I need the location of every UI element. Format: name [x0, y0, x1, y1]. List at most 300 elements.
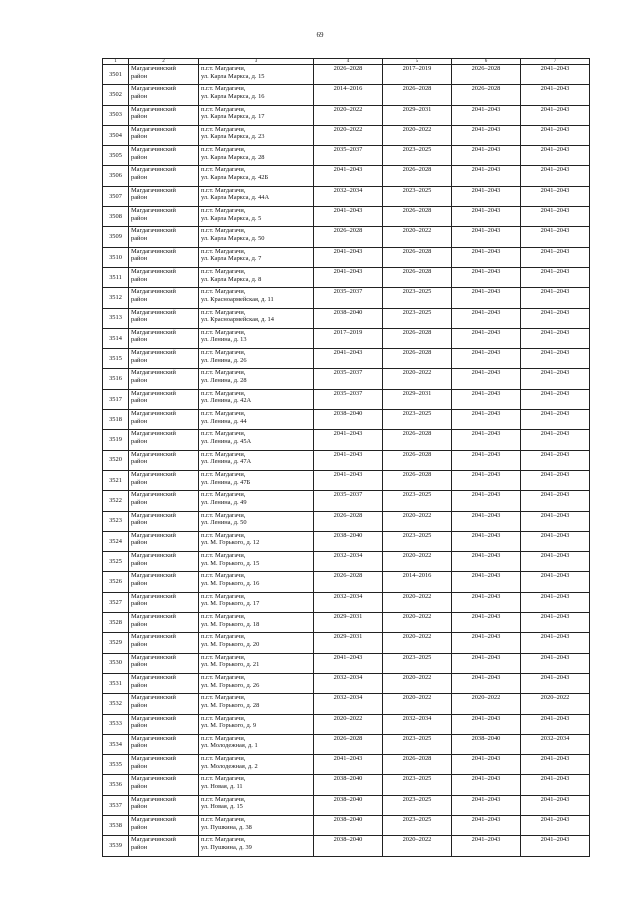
row-number: 3531 — [103, 673, 129, 693]
address-cell — [199, 207, 314, 227]
address-cell — [199, 755, 314, 775]
period-4-cell: 2026–2028 — [314, 734, 383, 754]
address-line: п.г.т. Магдагачи, — [201, 247, 246, 255]
row-number: 3509 — [103, 227, 129, 247]
period-5-cell: 2020–2022 — [383, 836, 452, 856]
period-5-cell: 2032–2034 — [383, 714, 452, 734]
table-row — [103, 755, 590, 775]
period-7-cell: 2041–2043 — [521, 369, 590, 389]
row-number: 3525 — [103, 552, 129, 572]
district-cell — [129, 734, 199, 754]
column-header-5: 5 — [383, 59, 452, 65]
address-line: п.г.т. Магдагачи, — [201, 734, 246, 742]
row-number: 3526 — [103, 572, 129, 592]
address-cell — [199, 267, 314, 287]
period-5-cell: 2023–2025 — [383, 653, 452, 673]
period-5-cell: 2017–2019 — [383, 65, 452, 85]
period-4-cell: 2017–2019 — [314, 328, 383, 348]
district-line: Магдагачинский — [131, 673, 176, 681]
district-line: район — [131, 559, 148, 567]
district-line: район — [131, 92, 148, 100]
period-6-cell: 2041–2043 — [452, 836, 521, 856]
row-number: 3514 — [103, 328, 129, 348]
period-7-cell: 2041–2043 — [521, 572, 590, 592]
address-line: п.г.т. Магдагачи, — [201, 227, 246, 235]
table-row — [103, 85, 590, 105]
period-5-cell: 2023–2025 — [383, 308, 452, 328]
district-line: район — [131, 843, 148, 851]
period-6-cell: 2041–2043 — [452, 207, 521, 227]
period-7-cell: 2041–2043 — [521, 613, 590, 633]
period-7-cell: 2032–2034 — [521, 734, 590, 754]
district-line: Магдагачинский — [131, 511, 176, 519]
district-cell — [129, 694, 199, 714]
district-line: район — [131, 478, 148, 486]
row-number: 3536 — [103, 775, 129, 795]
column-header-3: 3 — [199, 59, 314, 65]
address-line: п.г.т. Магдагачи, — [201, 308, 246, 316]
period-6-cell: 2041–2043 — [452, 247, 521, 267]
period-7-cell: 2041–2043 — [521, 815, 590, 835]
period-5-cell: 2026–2028 — [383, 85, 452, 105]
district-cell — [129, 552, 199, 572]
district-cell — [129, 775, 199, 795]
district-line: район — [131, 356, 148, 364]
district-line: район — [131, 600, 148, 608]
district-line: Магдагачинский — [131, 491, 176, 499]
period-6-cell: 2041–2043 — [452, 491, 521, 511]
district-line: Магдагачинский — [131, 755, 176, 763]
district-line: район — [131, 295, 148, 303]
period-6-cell: 2041–2043 — [452, 815, 521, 835]
table-row — [103, 267, 590, 287]
district-line: Магдагачинский — [131, 430, 176, 438]
district-line: Магдагачинский — [131, 633, 176, 641]
period-4-cell: 2041–2043 — [314, 470, 383, 490]
row-number: 3530 — [103, 653, 129, 673]
period-4-cell: 2041–2043 — [314, 653, 383, 673]
table-row — [103, 734, 590, 754]
row-number: 3535 — [103, 755, 129, 775]
district-line: Магдагачинский — [131, 450, 176, 458]
column-header-4: 4 — [314, 59, 383, 65]
period-7-cell: 2041–2043 — [521, 795, 590, 815]
district-line: Магдагачинский — [131, 470, 176, 478]
district-cell — [129, 349, 199, 369]
period-4-cell: 2038–2040 — [314, 308, 383, 328]
district-cell — [129, 815, 199, 835]
table-body — [103, 65, 590, 857]
address-line: п.г.т. Магдагачи, — [201, 633, 246, 641]
row-number: 3511 — [103, 267, 129, 287]
period-7-cell: 2041–2043 — [521, 65, 590, 85]
address-line: ул. Молодежная, д. 1 — [201, 742, 258, 750]
period-5-cell: 2023–2025 — [383, 288, 452, 308]
table-row — [103, 308, 590, 328]
address-line: ул. Карла Маркса, д. 17 — [201, 113, 265, 121]
address-line: ул. Карла Маркса, д. 8 — [201, 275, 262, 283]
address-line: ул. Новая, д. 15 — [201, 803, 243, 811]
district-cell — [129, 125, 199, 145]
period-4-cell: 2035–2037 — [314, 389, 383, 409]
row-number: 3507 — [103, 186, 129, 206]
period-6-cell: 2041–2043 — [452, 369, 521, 389]
address-line: ул. М. Горького, д. 9 — [201, 722, 257, 730]
period-4-cell: 2032–2034 — [314, 592, 383, 612]
period-5-cell: 2026–2028 — [383, 450, 452, 470]
district-line: район — [131, 722, 148, 730]
period-6-cell: 2038–2040 — [452, 734, 521, 754]
period-6-cell: 2041–2043 — [452, 288, 521, 308]
period-5-cell: 2023–2025 — [383, 410, 452, 430]
period-4-cell: 2026–2028 — [314, 511, 383, 531]
period-6-cell: 2041–2043 — [452, 410, 521, 430]
address-line: ул. Карла Маркса, д. 50 — [201, 234, 265, 242]
period-5-cell: 2020–2022 — [383, 592, 452, 612]
address-line: п.г.т. Магдагачи, — [201, 65, 246, 72]
table-row — [103, 369, 590, 389]
period-4-cell: 2032–2034 — [314, 673, 383, 693]
period-7-cell: 2041–2043 — [521, 207, 590, 227]
district-line: район — [131, 640, 148, 648]
district-cell — [129, 166, 199, 186]
period-5-cell: 2023–2025 — [383, 795, 452, 815]
district-line: район — [131, 782, 148, 790]
period-4-cell: 2029–2031 — [314, 613, 383, 633]
period-5-cell: 2023–2025 — [383, 491, 452, 511]
period-4-cell: 2038–2040 — [314, 775, 383, 795]
row-number: 3523 — [103, 511, 129, 531]
column-header-2: 2 — [129, 59, 199, 65]
table-row — [103, 450, 590, 470]
period-6-cell: 2041–2043 — [452, 470, 521, 490]
period-6-cell: 2041–2043 — [452, 125, 521, 145]
period-7-cell: 2041–2043 — [521, 328, 590, 348]
period-4-cell: 2029–2031 — [314, 633, 383, 653]
row-number: 3505 — [103, 146, 129, 166]
address-line: п.г.т. Магдагачи, — [201, 613, 246, 621]
address-line: п.г.т. Магдагачи, — [201, 267, 246, 275]
period-5-cell: 2026–2028 — [383, 267, 452, 287]
address-line: п.г.т. Магдагачи, — [201, 470, 246, 478]
address-cell — [199, 247, 314, 267]
address-line: п.г.т. Магдагачи, — [201, 531, 246, 539]
address-cell — [199, 125, 314, 145]
address-line: ул. Ленина, д. 13 — [201, 336, 247, 344]
address-cell — [199, 491, 314, 511]
row-number: 3501 — [103, 65, 129, 85]
address-line: ул. Ленина, д. 45А — [201, 437, 252, 445]
district-line: Магдагачинский — [131, 308, 176, 316]
address-line: ул. Ленина, д. 42А — [201, 397, 252, 405]
table-row — [103, 836, 590, 856]
address-line: ул. М. Горького, д. 26 — [201, 681, 260, 689]
period-7-cell: 2041–2043 — [521, 775, 590, 795]
period-7-cell: 2041–2043 — [521, 714, 590, 734]
table-row — [103, 65, 590, 85]
district-cell — [129, 450, 199, 470]
row-number: 3529 — [103, 633, 129, 653]
period-7-cell: 2041–2043 — [521, 511, 590, 531]
table-row — [103, 207, 590, 227]
district-cell — [129, 247, 199, 267]
address-line: п.г.т. Магдагачи, — [201, 450, 246, 458]
period-6-cell: 2026–2028 — [452, 85, 521, 105]
period-6-cell: 2041–2043 — [452, 105, 521, 125]
district-line: Магдагачинский — [131, 775, 176, 783]
address-line: ул. Карла Маркса, д. 7 — [201, 255, 262, 263]
address-line: ул. М. Горького, д. 28 — [201, 701, 260, 709]
table-row — [103, 795, 590, 815]
address-cell — [199, 389, 314, 409]
period-5-cell: 2029–2031 — [383, 389, 452, 409]
table-row — [103, 105, 590, 125]
district-line: район — [131, 113, 148, 121]
address-line: п.г.т. Магдагачи, — [201, 389, 246, 397]
address-cell — [199, 105, 314, 125]
period-4-cell: 2041–2043 — [314, 755, 383, 775]
address-line: ул. Красноармейская, д. 14 — [201, 316, 274, 324]
period-4-cell: 2041–2043 — [314, 450, 383, 470]
address-cell — [199, 653, 314, 673]
period-6-cell: 2020–2022 — [452, 694, 521, 714]
address-cell — [199, 511, 314, 531]
address-cell — [199, 734, 314, 754]
district-cell — [129, 389, 199, 409]
address-cell — [199, 308, 314, 328]
address-line: п.г.т. Магдагачи, — [201, 369, 246, 377]
period-7-cell: 2041–2043 — [521, 267, 590, 287]
period-6-cell: 2041–2043 — [452, 430, 521, 450]
district-line: район — [131, 437, 148, 445]
address-line: ул. Ленина, д. 26 — [201, 356, 247, 364]
row-number: 3506 — [103, 166, 129, 186]
period-5-cell: 2029–2031 — [383, 105, 452, 125]
row-number: 3513 — [103, 308, 129, 328]
district-line: район — [131, 762, 148, 770]
district-cell — [129, 572, 199, 592]
address-line: п.г.т. Магдагачи, — [201, 552, 246, 560]
district-cell — [129, 755, 199, 775]
district-line: Магдагачинский — [131, 247, 176, 255]
district-line: район — [131, 458, 148, 466]
period-5-cell: 2026–2028 — [383, 470, 452, 490]
page-number: 69 — [316, 31, 324, 39]
address-cell — [199, 714, 314, 734]
row-number: 3521 — [103, 470, 129, 490]
period-4-cell: 2041–2043 — [314, 267, 383, 287]
period-7-cell: 2041–2043 — [521, 288, 590, 308]
address-line: ул. Ленина, д. 50 — [201, 519, 247, 527]
period-7-cell: 2041–2043 — [521, 166, 590, 186]
district-cell — [129, 714, 199, 734]
district-line: район — [131, 742, 148, 750]
district-line: район — [131, 275, 148, 283]
district-line: район — [131, 620, 148, 628]
district-line: Магдагачинский — [131, 815, 176, 823]
period-6-cell: 2041–2043 — [452, 755, 521, 775]
address-cell — [199, 186, 314, 206]
district-line: район — [131, 539, 148, 547]
table-row — [103, 491, 590, 511]
district-line: Магдагачинский — [131, 694, 176, 702]
district-cell — [129, 491, 199, 511]
address-cell — [199, 572, 314, 592]
table-row — [103, 592, 590, 612]
district-line: Магдагачинский — [131, 531, 176, 539]
district-line: Магдагачинский — [131, 166, 176, 174]
address-line: п.г.т. Магдагачи, — [201, 125, 246, 133]
period-4-cell: 2035–2037 — [314, 491, 383, 511]
district-line: Магдагачинский — [131, 125, 176, 133]
period-4-cell: 2041–2043 — [314, 430, 383, 450]
table-row — [103, 613, 590, 633]
row-number: 3533 — [103, 714, 129, 734]
period-6-cell: 2041–2043 — [452, 552, 521, 572]
address-line: п.г.т. Магдагачи, — [201, 836, 246, 844]
address-cell — [199, 552, 314, 572]
address-line: п.г.т. Магдагачи, — [201, 511, 246, 519]
address-line: п.г.т. Магдагачи, — [201, 572, 246, 580]
district-line: Магдагачинский — [131, 267, 176, 275]
period-4-cell: 2038–2040 — [314, 410, 383, 430]
period-7-cell: 2041–2043 — [521, 450, 590, 470]
address-line: ул. М. Горького, д. 17 — [201, 600, 260, 608]
table-row — [103, 227, 590, 247]
address-line: ул. М. Горького, д. 18 — [201, 620, 260, 628]
table-row — [103, 125, 590, 145]
address-cell — [199, 694, 314, 714]
period-6-cell: 2041–2043 — [452, 531, 521, 551]
address-line: ул. Красноармейская, д. 11 — [201, 295, 274, 303]
district-line: район — [131, 133, 148, 141]
period-4-cell: 2038–2040 — [314, 836, 383, 856]
address-line: п.г.т. Магдагачи, — [201, 146, 246, 154]
district-line: район — [131, 255, 148, 263]
table-row — [103, 572, 590, 592]
period-7-cell: 2041–2043 — [521, 308, 590, 328]
period-5-cell: 2020–2022 — [383, 511, 452, 531]
address-cell — [199, 673, 314, 693]
table-row — [103, 633, 590, 653]
district-line: Магдагачинский — [131, 65, 176, 72]
address-line: ул. Ленина, д. 44 — [201, 417, 247, 425]
period-7-cell: 2041–2043 — [521, 491, 590, 511]
district-cell — [129, 85, 199, 105]
period-5-cell: 2026–2028 — [383, 430, 452, 450]
period-6-cell: 2041–2043 — [452, 349, 521, 369]
period-6-cell: 2041–2043 — [452, 795, 521, 815]
period-5-cell: 2023–2025 — [383, 734, 452, 754]
district-line: Магдагачинский — [131, 552, 176, 560]
row-number: 3520 — [103, 450, 129, 470]
address-cell — [199, 65, 314, 85]
address-line: ул. Новая, д. 11 — [201, 782, 243, 790]
district-cell — [129, 511, 199, 531]
address-line: ул. М. Горького, д. 21 — [201, 661, 260, 669]
district-line: Магдагачинский — [131, 369, 176, 377]
district-line: Магдагачинский — [131, 328, 176, 336]
district-line: Магдагачинский — [131, 227, 176, 235]
period-5-cell: 2020–2022 — [383, 552, 452, 572]
period-5-cell: 2026–2028 — [383, 349, 452, 369]
period-4-cell: 2020–2022 — [314, 125, 383, 145]
period-7-cell: 2041–2043 — [521, 836, 590, 856]
period-5-cell: 2023–2025 — [383, 146, 452, 166]
row-number: 3518 — [103, 410, 129, 430]
period-6-cell: 2041–2043 — [452, 166, 521, 186]
period-7-cell: 2041–2043 — [521, 633, 590, 653]
row-number: 3519 — [103, 430, 129, 450]
period-4-cell: 2020–2022 — [314, 714, 383, 734]
row-number: 3504 — [103, 125, 129, 145]
period-4-cell: 2032–2034 — [314, 694, 383, 714]
period-5-cell: 2020–2022 — [383, 369, 452, 389]
address-cell — [199, 531, 314, 551]
address-cell — [199, 410, 314, 430]
row-number: 3538 — [103, 815, 129, 835]
address-line: ул. М. Горького, д. 12 — [201, 539, 260, 547]
period-4-cell: 2026–2028 — [314, 65, 383, 85]
district-line: Магдагачинский — [131, 836, 176, 844]
column-header-1: 1 — [103, 59, 129, 65]
district-cell — [129, 531, 199, 551]
period-7-cell: 2041–2043 — [521, 430, 590, 450]
address-line: п.г.т. Магдагачи, — [201, 815, 246, 823]
district-cell — [129, 470, 199, 490]
district-line: Магдагачинский — [131, 714, 176, 722]
row-number: 3515 — [103, 349, 129, 369]
address-line: ул. Карла Маркса, д. 16 — [201, 92, 265, 100]
period-4-cell: 2038–2040 — [314, 531, 383, 551]
period-4-cell: 2020–2022 — [314, 105, 383, 125]
address-line: ул. Ленина, д. 47Б — [201, 478, 251, 486]
district-line: Магдагачинский — [131, 186, 176, 194]
district-line: район — [131, 681, 148, 689]
period-7-cell: 2041–2043 — [521, 552, 590, 572]
district-line: Магдагачинский — [131, 795, 176, 803]
district-cell — [129, 105, 199, 125]
period-5-cell: 2020–2022 — [383, 613, 452, 633]
row-number: 3539 — [103, 836, 129, 856]
address-line: ул. Ленина, д. 28 — [201, 377, 247, 385]
table-row — [103, 673, 590, 693]
district-cell — [129, 146, 199, 166]
table-row — [103, 389, 590, 409]
address-line: п.г.т. Магдагачи, — [201, 207, 246, 215]
district-line: Магдагачинский — [131, 572, 176, 580]
period-7-cell: 2041–2043 — [521, 186, 590, 206]
period-5-cell: 2026–2028 — [383, 207, 452, 227]
period-5-cell: 2026–2028 — [383, 755, 452, 775]
district-cell — [129, 227, 199, 247]
table-row — [103, 349, 590, 369]
period-7-cell: 2041–2043 — [521, 531, 590, 551]
period-7-cell: 2041–2043 — [521, 247, 590, 267]
period-6-cell: 2041–2043 — [452, 308, 521, 328]
district-line: район — [131, 397, 148, 405]
period-7-cell: 2041–2043 — [521, 349, 590, 369]
address-cell — [199, 470, 314, 490]
period-7-cell: 2041–2043 — [521, 592, 590, 612]
district-line: Магдагачинский — [131, 146, 176, 154]
table-row — [103, 714, 590, 734]
district-line: район — [131, 661, 148, 669]
table-row — [103, 511, 590, 531]
period-5-cell: 2020–2022 — [383, 125, 452, 145]
period-5-cell: 2026–2028 — [383, 166, 452, 186]
district-cell — [129, 186, 199, 206]
